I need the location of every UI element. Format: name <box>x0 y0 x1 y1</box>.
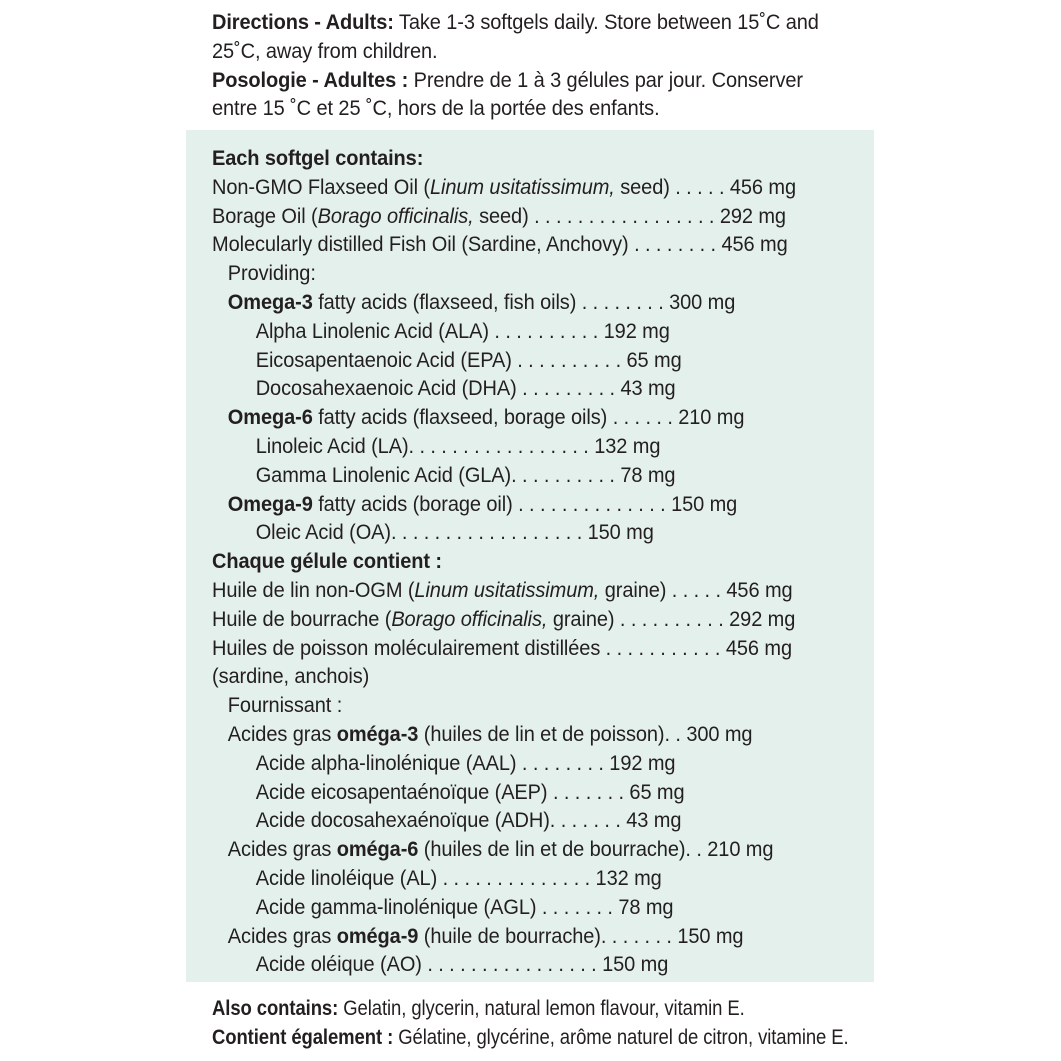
directions-en-line-2: 25˚C, away from children. <box>212 38 438 63</box>
french-fish-oil: Huiles de poisson moléculairement distillées . . . . . . . . . . . 456 mg <box>212 635 793 660</box>
english-dha: Docosahexaenoic Acid (DHA) . . . . . . . . . 43 mg <box>255 376 676 401</box>
english-omega6: Omega-6 fatty acids (flaxseed, borage oils) . . . . . . 210 mg <box>227 405 745 430</box>
english-omega3: Omega-3 fatty acids (flaxseed, fish oils) . . . . . . . . 300 mg <box>227 289 736 314</box>
english-epa: Eicosapentaenoic Acid (EPA) . . . . . . . . . . 65 mg <box>255 347 682 372</box>
english-omega9: Omega-9 fatty acids (borage oil) . . . . . . . . . . . . . . 150 mg <box>227 491 738 516</box>
french-omega3: Acides gras oméga-3 (huiles de lin et de poisson). . 300 mg <box>227 721 753 746</box>
directions-section <box>212 8 864 123</box>
french-flaxseed-oil: Huile de lin non-OGM (Linum usitatissimum, graine) . . . . . 456 mg <box>212 577 793 602</box>
french-adh: Acide docosahexaénoïque (ADH). . . . . . . 43 mg <box>255 808 682 833</box>
directions-en-label: Directions - Adults: <box>212 10 394 34</box>
french-fish-oil-sources: (sardine, anchois) <box>212 664 370 689</box>
french-providing: Fournissant : <box>227 693 343 718</box>
english-gla: Gamma Linolenic Acid (GLA). . . . . . . . . . 78 mg <box>255 462 676 487</box>
directions-en-text: Take 1-3 softgels daily. Store between 15˚C and <box>398 10 819 34</box>
french-ao: Acide oléique (AO) . . . . . . . . . . . . . . . . 150 mg <box>255 952 669 977</box>
french-heading: Chaque gélule contient : <box>212 549 442 574</box>
ingredients-list <box>212 144 840 979</box>
english-la: Linoleic Acid (LA). . . . . . . . . . . . . . . . . 132 mg <box>255 433 661 458</box>
directions-fr-line-2: entre 15 ˚C et 25 ˚C, hors de la portée des enfants. <box>212 96 660 121</box>
also-contains-en: Also contains: Gelatin, glycerin, natural lemon flavour, vitamin E. <box>212 996 745 1020</box>
french-aal: Acide alpha-linolénique (AAL) . . . . . . . . 192 mg <box>255 750 676 775</box>
english-ala: Alpha Linolenic Acid (ALA) . . . . . . . . . . 192 mg <box>255 318 670 343</box>
directions-fr-line-1 <box>212 66 819 95</box>
english-providing: Providing: <box>227 261 316 286</box>
french-al: Acide linoléique (AL) . . . . . . . . . . . . . . 132 mg <box>255 865 662 890</box>
french-omega9: Acides gras oméga-9 (huile de bourrache). . . . . . . 150 mg <box>227 923 744 948</box>
french-agl: Acide gamma-linolénique (AGL) . . . . . . . 78 mg <box>255 894 674 919</box>
english-borage-oil: Borage Oil (Borago officinalis, seed) . . . . . . . . . . . . . . . . . 292 mg <box>212 203 786 228</box>
french-borage-oil: Huile de bourrache (Borago officinalis, graine) . . . . . . . . . . 292 mg <box>212 606 796 631</box>
english-heading: Each softgel contains: <box>212 146 424 170</box>
english-fish-oil: Molecularly distilled Fish Oil (Sardine, Anchovy) . . . . . . . . 456 mg <box>212 232 788 257</box>
english-flaxseed-oil: Non-GMO Flaxseed Oil (Linum usitatissimum, seed) . . . . . 456 mg <box>212 174 797 199</box>
also-contains-fr: Contient également : Gélatine, glycérine, arôme naturel de citron, vitamine E. <box>212 1024 849 1049</box>
french-omega6: Acides gras oméga-6 (huiles de lin et de bourrache). . 210 mg <box>227 837 774 862</box>
directions-en-line-1 <box>212 8 819 37</box>
also-contains-section <box>212 994 952 1052</box>
directions-fr-text: Prendre de 1 à 3 gélules par jour. Conserver <box>413 67 804 92</box>
french-aep: Acide eicosapentaénoïque (AEP) . . . . . . . 65 mg <box>255 779 685 804</box>
english-oa: Oleic Acid (OA). . . . . . . . . . . . . . . . . . 150 mg <box>255 520 654 545</box>
directions-fr-label: Posologie - Adultes : <box>212 67 409 92</box>
